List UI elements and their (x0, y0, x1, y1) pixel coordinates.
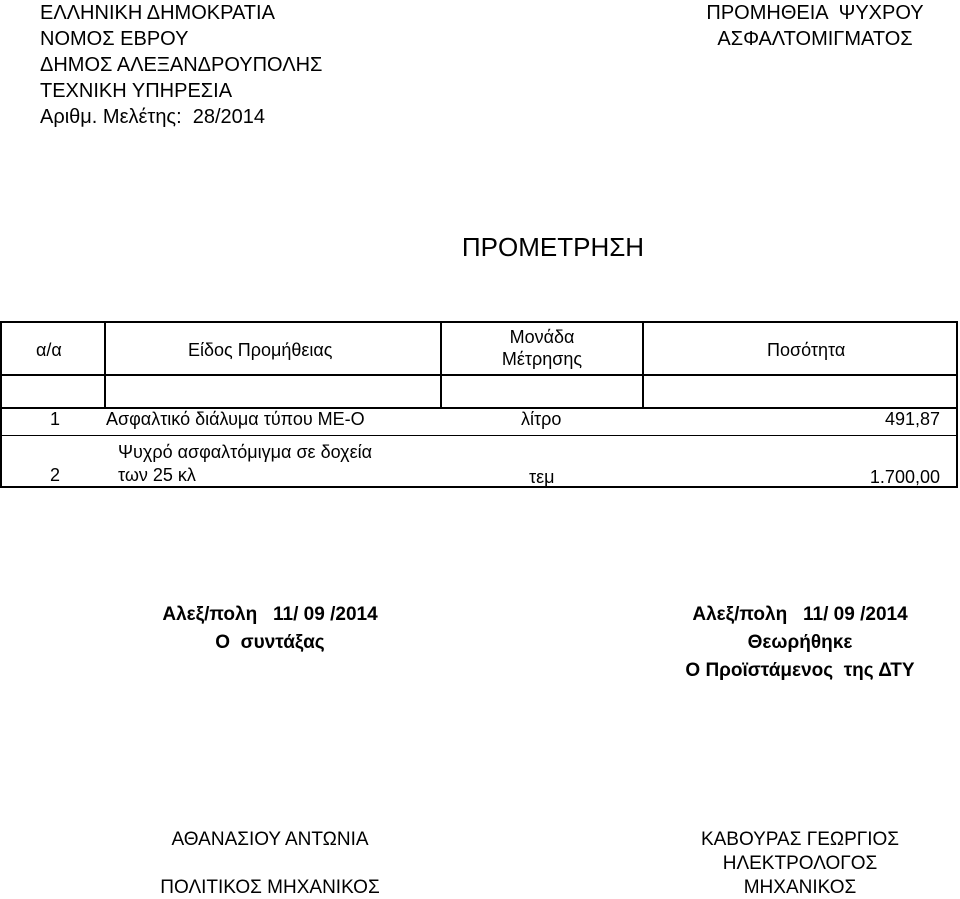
table-divider (642, 323, 644, 409)
study-number: Αριθμ. Μελέτης: 28/2014 (40, 106, 266, 128)
right-signatory-title1: ΗΛΕΚΤΡΟΛΟΓΟΣ (722, 853, 878, 874)
right-signatory-title2: ΜΗΧΑΝΙΚΟΣ (743, 877, 857, 898)
issuer-municipality: ΔΗΜΟΣ ΑΛΕΞΑΝΔΡΟΥΠΟΛΗΣ (40, 54, 323, 76)
project-title-line1: ΠΡΟΜΗΘΕΙΑ ΨΥΧΡΟΥ (706, 2, 924, 24)
right-signature-role2: Ο Προϊστάμενος της ΔΤΥ (685, 660, 915, 681)
project-title-line2: ΑΣΦΑΛΤΟΜΙΓΜΑΤΟΣ (717, 28, 913, 50)
row2-aa: 2 (50, 465, 61, 485)
row2-qty: 1.700,00 (869, 467, 940, 487)
issuer-department: ΤΕΧΝΙΚΗ ΥΠΗΡΕΣΙΑ (40, 80, 233, 102)
left-signature-date: Αλεξ/πολη 11/ 09 /2014 (162, 604, 378, 625)
header-item: Είδος Προμήθειας (188, 340, 333, 360)
row1-aa: 1 (50, 409, 61, 429)
row1-item: Ασφαλτικό διάλυμα τύπου ΜΕ-Ο (106, 409, 365, 429)
project-header (690, 0, 940, 52)
right-signatory-name: ΚΑΒΟΥΡΑΣ ΓΕΩΡΓΙΟΣ (700, 829, 900, 850)
left-signatory-title: ΠΟΛΙΤΙΚΟΣ ΜΗΧΑΝΙΚΟΣ (160, 877, 380, 898)
right-signature-role1: Θεωρήθηκε (747, 632, 853, 653)
row2-item-line2: των 25 κλ (118, 465, 196, 485)
table-divider (2, 374, 956, 376)
page-title: ΠΡΟΜΕΤΡΗΣΗ (461, 232, 645, 262)
left-signatory-name: ΑΘΑΝΑΣΙΟΥ ΑΝΤΩΝΙΑ (171, 829, 369, 850)
left-signature-role: Ο συντάξας (215, 632, 325, 653)
header-unit-line1: Μονάδα (509, 327, 575, 347)
header-unit-line2: Μέτρησης (501, 349, 583, 369)
row2-unit: τεμ (529, 467, 555, 487)
table-divider (2, 435, 956, 436)
row2-item-line1: Ψυχρό ασφαλτόμιγμα σε δοχεία (118, 442, 373, 462)
row1-qty: 491,87 (884, 409, 940, 429)
header-aa: α/α (36, 340, 62, 360)
row1-unit: λίτρο (521, 409, 562, 429)
table-divider (104, 323, 106, 409)
issuer-prefecture: ΝΟΜΟΣ ΕΒΡΟΥ (40, 28, 189, 50)
quantities-table (0, 321, 958, 488)
issuer-country: ΕΛΛΗΝΙΚΗ ΔΗΜΟΚΡΑΤΙΑ (40, 2, 275, 24)
right-signature-date: Αλεξ/πολη 11/ 09 /2014 (692, 604, 908, 625)
issuer-header (40, 0, 322, 130)
header-qty: Ποσότητα (767, 340, 846, 360)
